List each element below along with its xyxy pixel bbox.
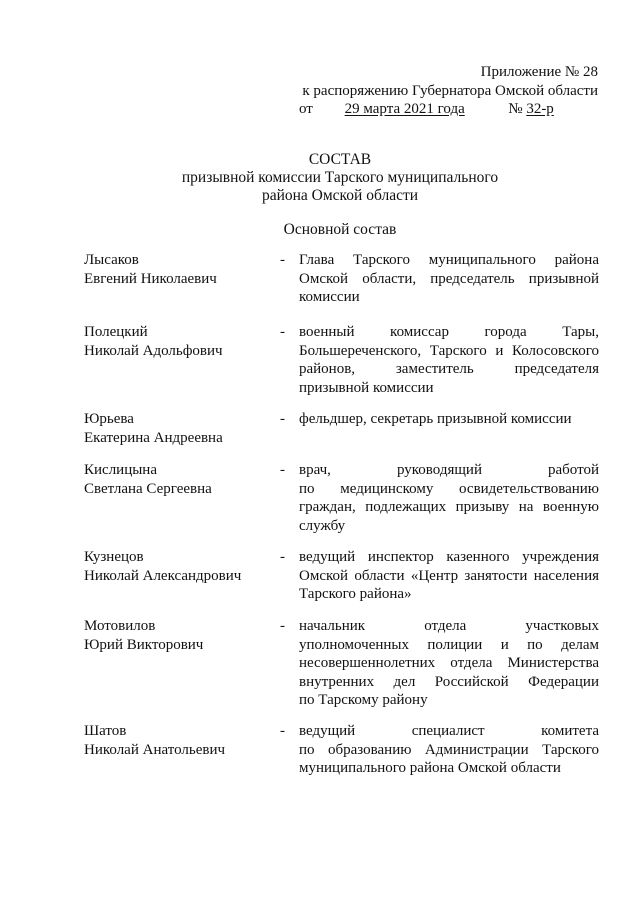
member-role: начальник отдела участковых уполномоченных полиции и по делам несовершеннолетних отдела Министерства внутренних дел Российской Федерации по Тарскому району (299, 618, 599, 708)
order-date: 29 марта 2021 года (344, 101, 465, 117)
member-role: ведущий инспектор казенного учреждения Омской области «Центр занятости населения Тарского района» (299, 549, 599, 602)
appendix-label: Приложение № 28 (480, 64, 598, 80)
section-heading: Основной состав (283, 221, 397, 238)
member-name: Юрьева Екатерина Андреевна (84, 411, 223, 446)
order-date-line (299, 99, 564, 119)
from-label: от (299, 101, 313, 117)
order-number: 32-р (526, 101, 554, 117)
dash: - (280, 618, 285, 634)
member-role: ведущий специалист комитета по образованию Администрации Тарского муниципального района Омской области (299, 723, 599, 776)
member-name: Шатов Николай Анатольевич (84, 723, 226, 758)
dash: - (280, 723, 285, 739)
dash: - (280, 252, 285, 268)
member-name: Мотовилов Юрий Викторович (84, 618, 204, 653)
dash: - (280, 549, 285, 565)
document-title: СОСТАВ (308, 151, 372, 168)
dash: - (280, 411, 285, 427)
title-line-2: района Омской области (261, 187, 419, 204)
member-name: Кузнецов Николай Александрович (84, 549, 242, 584)
number-label: № (508, 101, 523, 117)
member-name: Лысаков Евгений Николаевич (84, 252, 217, 287)
member-role: фельдшер, секретарь призывной комиссии (299, 411, 572, 427)
member-role: Глава Тарского муниципального района Омской области, председатель призывной комиссии (299, 252, 599, 305)
dash: - (280, 324, 285, 340)
member-role: военный комиссар города Тары, Большереченского, Тарского и Колосовского районов, заместитель председателя призывной комиссии (299, 324, 599, 396)
member-name: Кислицына Светлана Сергеевна (84, 462, 212, 497)
order-reference: к распоряжению Губернатора Омской области (302, 83, 598, 99)
member-role: врач, руководящий работой по медицинскому освидетельствованию граждан, подлежащих призыву на военную службу (299, 462, 599, 534)
dash: - (280, 462, 285, 478)
title-line-1: призывной комиссии Тарского муниципального (181, 169, 499, 186)
member-name: Полецкий Николай Адольфович (84, 324, 223, 359)
